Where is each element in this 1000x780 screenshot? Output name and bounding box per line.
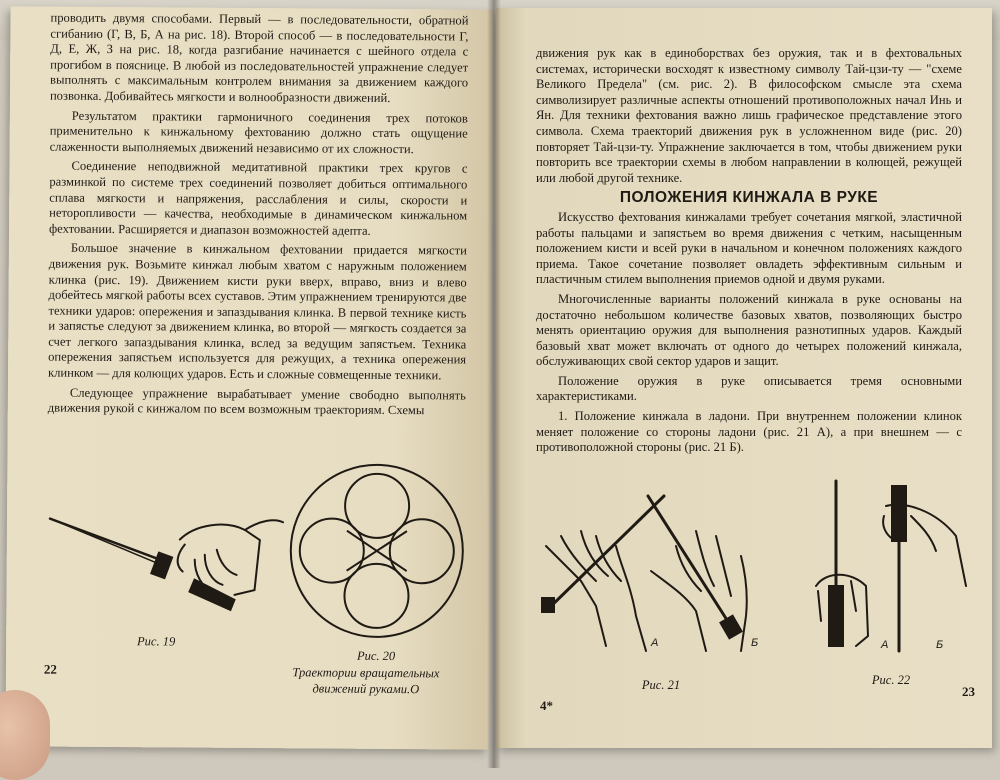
figure-20-subcaption: Траектории вращательных движений руками.О [292, 665, 440, 697]
thumb [0, 690, 50, 780]
figure-21-caption: Рис. 21 [641, 678, 681, 692]
figure-20-circle-schema [286, 460, 467, 641]
figure-21-hands-dagger [536, 486, 776, 656]
right-page-text [536, 46, 962, 460]
book-gutter [487, 0, 501, 768]
paragraph: Большое значение в кинжальном фехтовании придается мягкости движения рук. Возьмите кинжал любым хватом с наружным положением клинка (рис. 19). Движением кисти руки вверх, вправо, вниз и влево добейтесь мягкой работы всех суставов. Этим упражнением тренируются две техники ударов: опережения и запаздывания клинка. В первой технике кисть и запястье следуют за движением клинка, во второй — мягкость создается за счет легкого запаздывания клинка, вслед за ведущим запястьем. Техника опережения запястьем используется для режущих, а техника опережения клинком — для колющих ударов. Есть и сложные совмещенные техники. [47, 241, 467, 383]
left-page-text [48, 11, 469, 424]
left-page [5, 6, 493, 749]
right-page [496, 8, 992, 748]
paragraph: Результатом практики гармоничного соединения трех потоков применительно к кинжальному фехтованию должно стать ощущение слаженности выполняемых движений независимо от их сложности. [49, 108, 468, 156]
label-a-22: А [881, 639, 889, 651]
section-heading: ПОЛОЖЕНИЯ КИНЖАЛА В РУКЕ [619, 189, 879, 207]
figure-22-hands-vertical-dagger [796, 476, 976, 656]
label-a-21: А [651, 637, 659, 649]
paragraph: 1. Положение кинжала в ладони. При внутреннем положении клинок меняет положение со стороны ладони (рис. 21 А), а при внешнем — с противоположной стороны (рис. 21 Б). [536, 409, 962, 455]
figure-20-caption: Рис. 20 [356, 648, 396, 664]
label-b-21: Б [751, 637, 759, 649]
paragraph: Соединение неподвижной медитативной практики трех кругов с разминкой по системе трех соединений позволяет добиться оптимального сплава мягкости и напряжения, расслабления и силы, скорости и неторопливости — качества, необходимые в динамическом кинжальном фехтовании. Расширяется и диапазон возможностей адепта. [48, 159, 468, 238]
page-number-left: 22 [43, 661, 58, 677]
paragraph: Искусство фехтования кинжалами требует сочетания мягкой, эластичной работы пальцами и запястьем во время движения с четким, насыщенным положением кисти и всей руки в начальном и конечном положениях каждого приема. Такое сочетание позволяет овладеть эффективным сильным и пластичным стилем выполнения приемов одной и двумя руками. [536, 209, 962, 287]
paragraph: проводить двумя способами. Первый — в последовательности, обратной сгибанию (Г, В, Б, А на рис. 18). Второй способ — в последовательности Г, Д, Е, Ж, З на рис. 18, когда разгибание начинается с шейного отдела с прогибом в пояснице. В любой из последовательностей упражнение следует выполнять с максимальным контролем внимания за движением каждого позвонка. Добивайтесь мягкости и волнообразности движений. [49, 10, 469, 105]
paragraph: движения рук как в единоборствах без оружия, так и в фехтовальных системах, исторически восходят к известному символу Тай-цзи-ту — "схеме Великого Предела" (см. рис. 2). В философском смысле эта схема символизирует различные аспекты отношений противоположных начал Инь и Ян. Для техники фехтования важно лишь графическое представление этого символа. Схема траекторий движения рук в усложненном виде (рис. 20) повторяет Тай-цзи-ту. Упражнение заключается в том, чтобы движением руки повторить все траектории схемы в любом направлении в колющей, режущей или любой другой технике. [536, 46, 962, 185]
paragraph: Следующее упражнение вырабатывает умение свободно выполнять движения рукой с кинжалом по всем возможным траекториям. Схемы [47, 385, 466, 418]
signature-mark: 4* [540, 698, 553, 713]
figure-22-caption: Рис. 22 [871, 673, 911, 687]
page-number-right: 23 [962, 684, 975, 699]
paragraph: Многочисленные варианты положений кинжала в руке основаны на достаточно небольшом количестве базовых хватов, позволяющих быстро менять ориентацию оружия для выполнения разнотипных ударов. Каждый базовый хват может включать от одного до четырех положений кинжала, обслуживающих свой сектор ударов и защит. [536, 291, 962, 369]
figure-19-hand-dagger [44, 499, 285, 621]
label-b-22: Б [936, 639, 944, 651]
paragraph: Положение оружия в руке описывается тремя основными характеристиками. [536, 373, 962, 404]
figure-19-caption: Рис. 19 [137, 634, 176, 649]
